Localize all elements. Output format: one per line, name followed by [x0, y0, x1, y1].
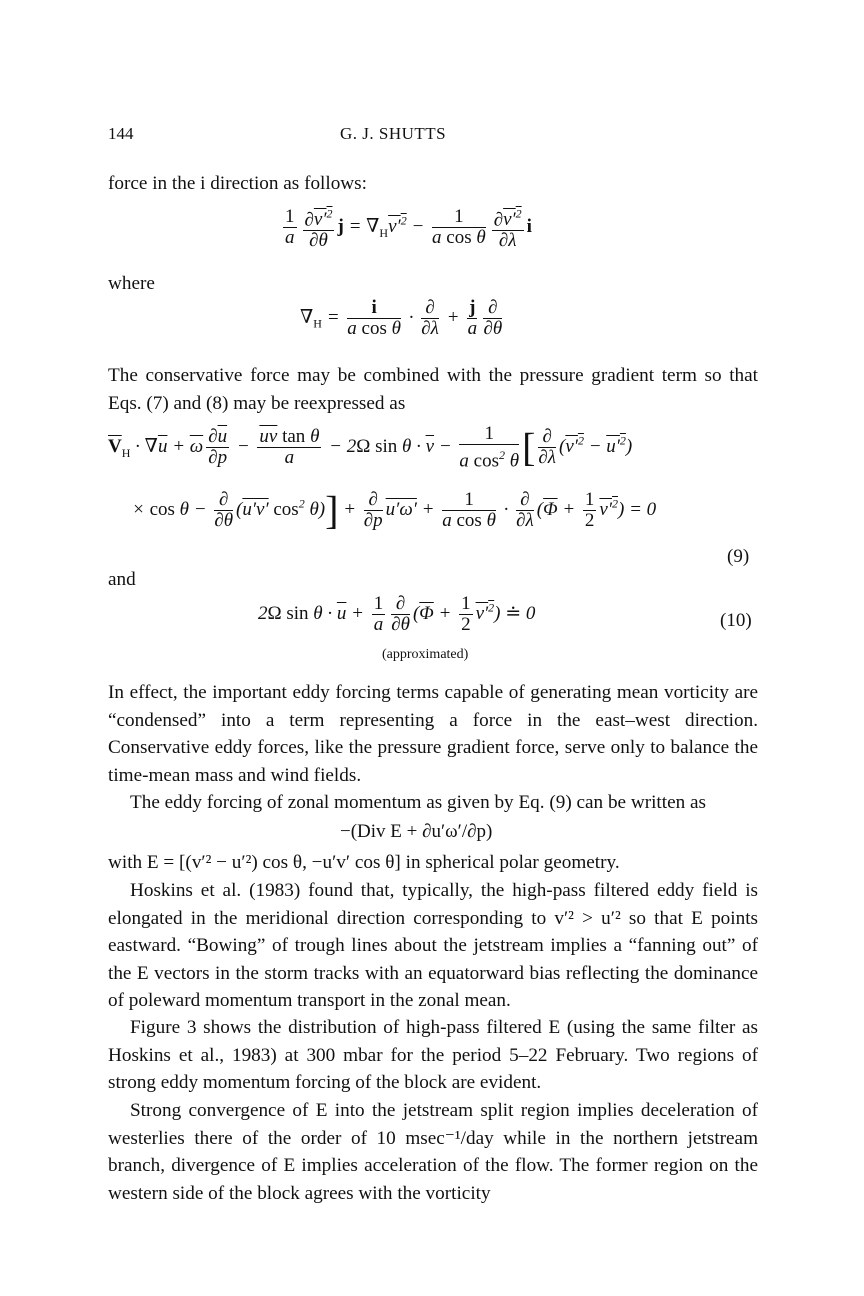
equation-9-line-2: × cos θ − $\frac{\partial}{\partial\theta}$ (u′v′ $\cos^2 \theta$)] + $\frac{\partial}{\partial p}$ u′ω′ + $\frac{1}{\text{a cos θ}}$ · $\frac{\partial}{\partial\lambda}$ ($\overline{\Phi}$ + $\frac{1}{2}$ $v'^2) = 0$ [132, 487, 657, 533]
paragraph-and: and [108, 569, 136, 590]
equation-9-number: (9) [727, 546, 750, 567]
equation-horizontal-gradient: $\nabla_H$ = $\frac{i}{\text{a cos θ}}$ · $\frac{\partial}{\partial\lambda}$ + $\frac{j}{a}$ $\frac{\partial}{\partial\theta}$ [300, 297, 503, 339]
paragraph-convergence: Strong convergence of E into the jetstream split region implies deceleration of westerlies there of the order of 10 msec⁻¹/day while in the northern jetstream branch, divergence of E implies acceleration of the flow. The former region on the western side of the block agrees with the vorticity [108, 1100, 758, 1204]
paragraph-eddy-forcing: The eddy forcing of zonal momentum as given by Eq. (9) can be written as [130, 792, 706, 813]
equation-10: 2Ω $\sin \theta \cdot \overline{u}$ + $\frac{1}{a}$ $\frac{\partial}{\partial\theta}$ ($\overline{\Phi}$ + $\frac{1}{2}$ $v'^2$) ≐ 0 [258, 593, 536, 635]
paragraph-where: where [108, 273, 155, 294]
paragraph-condensed-forcing: In effect, the important eddy forcing terms capable of generating mean vorticity are “condensed” into a term representing a force in the east–west direction. Conservative eddy forces, like the pressure gradient force, serve only to balance the time-mean mass and wind fields. [108, 682, 758, 786]
running-title: G. J. SHUTTS [340, 124, 447, 143]
paragraph-figure-3: Figure 3 shows the distribution of high-pass filtered E (using the same filter as Hoskins et al., 1983) at 300 mbar for the period 5–22 February. Two regions of strong eddy momentum forcing of the block are evident. [108, 1017, 758, 1093]
equation-9-line-1: $\overline{V}_H \cdot \nabla\overline{u} + \overline{\omega}$ $\frac{\partial\overline{u}}{\partial p}$ − $\frac{\overline{uv} \tan \theta}{a}$ − 2Ω $\sin \theta \cdot \overline{v}$ − $\frac{1}{a \cos^2 \theta}$ [ $\frac{\partial}{\partial\lambda}$ $(v'^2 - u'^2)$ [108, 423, 633, 472]
paragraph-conservative-force: The conservative force may be combined with the pressure gradient term so that Eqs. (7) and (8) may be reexpressed as [108, 365, 758, 414]
equation-10-caption: (approximated) [382, 647, 469, 662]
equation-gradient-identity: $\frac{1}{a}$ $\frac{\partial v'^2}{\partial\theta}$ $j = \nabla_Hv'^2$ − $\frac{1}{\text{a cos θ}}$ $\frac{\partial v'^2}{\partial\lambda}$ i [280, 204, 532, 251]
equation-div-e: −(Div E + ∂u′ω′/∂p) [340, 821, 493, 842]
paragraph-intro: force in the i direction as follows: [108, 173, 367, 194]
page-number: 144 [108, 124, 134, 143]
equation-10-number: (10) [720, 610, 752, 631]
paragraph-e-definition: with E = [(v′² − u′²) cos θ, −u′v′ cos θ] in spherical polar geometry. [108, 852, 620, 873]
paragraph-hoskins: Hoskins et al. (1983) found that, typically, the high-pass filtered eddy field is elongated in the meridional direction corresponding to v′² > u′² so that E points eastward. “Bowing” of trough lines about the jetstream implies a “fanning out” of the E vectors in the storm tracks with an equatorward bias reflecting the dominance of poleward momentum transport in the zonal mean. [108, 880, 758, 1011]
